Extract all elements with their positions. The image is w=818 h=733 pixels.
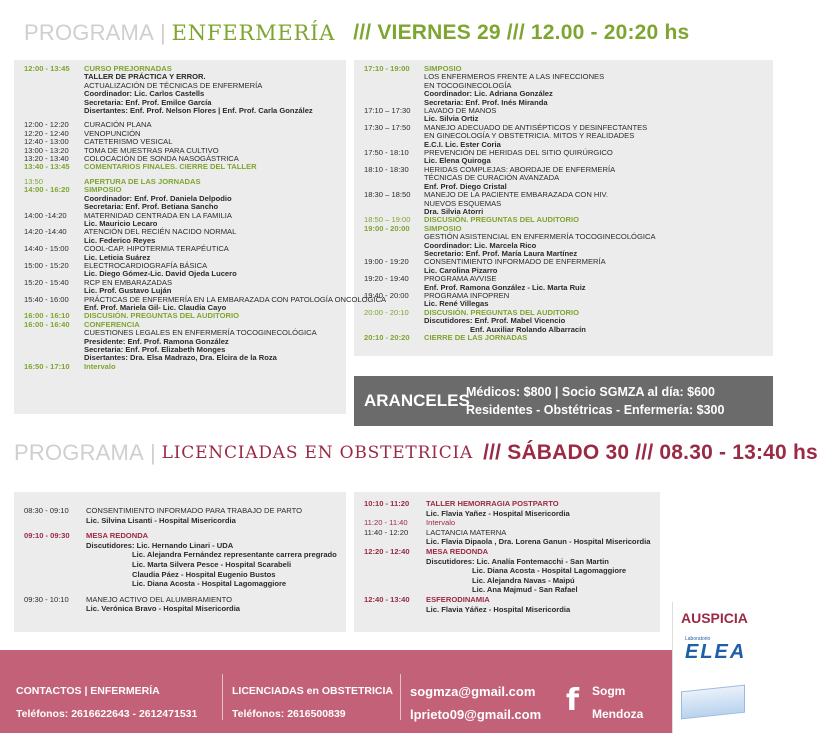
row-content: TÉCNICAS DE CURACIÓN AVANZADA bbox=[424, 173, 560, 183]
row-time: 13:00 - 13:20 bbox=[24, 145, 69, 155]
row-content: Lic. Marta Silvera Pesce - Hospital Scarabeli bbox=[132, 559, 292, 569]
row-time: 19:20 - 19:40 bbox=[364, 274, 409, 284]
row-time bbox=[24, 346, 84, 354]
row-content: Lic. René Villegas bbox=[424, 299, 489, 309]
lic-phone: Teléfonos: 2616500839 bbox=[232, 708, 346, 720]
row-time bbox=[364, 73, 424, 81]
sponsor-name: ELEA bbox=[685, 641, 747, 663]
email-2[interactable]: lprieto09@gmail.com bbox=[410, 707, 542, 722]
row-content: LACTANCIA MATERNA bbox=[426, 527, 507, 537]
contact-block bbox=[16, 680, 197, 726]
row-time bbox=[364, 557, 426, 567]
row-time bbox=[24, 90, 84, 98]
row-time bbox=[24, 73, 84, 81]
row-content: MANEJO DE LA PACIENTE EMBARAZADA CON HIV. bbox=[424, 190, 608, 200]
schedule-row bbox=[364, 595, 658, 605]
row-time: 19:40 - 20:00 bbox=[364, 290, 409, 300]
lic-block bbox=[232, 680, 393, 726]
row-content: MESA REDONDA bbox=[426, 546, 489, 556]
row-content: Lic. Alejandra Navas - Maipú bbox=[472, 575, 575, 585]
row-content: CIERRE DE LAS JORNADAS bbox=[424, 333, 528, 342]
schedule-row bbox=[24, 163, 342, 171]
header-obstetricia bbox=[0, 430, 818, 476]
obstetricia-left bbox=[24, 506, 342, 614]
row-time bbox=[24, 604, 86, 614]
schedule-row bbox=[364, 334, 768, 342]
sponsor-lab-label: Laboratorio bbox=[685, 636, 711, 642]
row-content: Lic. Leticia Suárez bbox=[84, 252, 151, 262]
row-time: 12:20 - 12:40 bbox=[24, 128, 69, 138]
row-content: Lic. Federico Reyes bbox=[84, 235, 156, 245]
row-time bbox=[364, 82, 424, 90]
row-time: 14:20 -14:40 bbox=[24, 227, 67, 237]
row-content: Lic. Verónica Bravo - Hospital Misericordia bbox=[86, 604, 241, 614]
row-content: CATETERISMO VESICAL bbox=[84, 137, 173, 147]
row-content: Lic. Ana Majmud - San Rafael bbox=[472, 585, 578, 595]
row-time bbox=[364, 132, 424, 140]
row-time: 14:40 - 15:00 bbox=[24, 244, 69, 254]
row-time: 15:00 - 15:20 bbox=[24, 260, 69, 270]
row-time: 12:40 - 13:00 bbox=[24, 137, 69, 147]
row-time: 11:20 - 11:40 bbox=[364, 518, 408, 528]
row-content: ACTUALIZACIÓN DE TÉCNICAS DE ENFERMERÍA bbox=[84, 80, 263, 90]
row-content: Lic. Prof. Gustavo Luján bbox=[84, 286, 172, 296]
schedule-row bbox=[24, 178, 342, 186]
row-content: DISCUSIÓN. PREGUNTAS DEL AUDITORIO bbox=[424, 307, 579, 317]
header-separator-2: | bbox=[149, 440, 156, 465]
schedule-row bbox=[24, 506, 342, 516]
row-content: CONSENTIMIENTO INFORMADO PARA TRABAJO DE PARTO bbox=[86, 506, 303, 515]
aranceles-label: ARANCELES bbox=[364, 391, 470, 410]
row-content: Secretario: Enf. Prof. María Laura Martínez bbox=[424, 248, 578, 258]
row-content: Lic. Carolina Pizarro bbox=[424, 265, 498, 275]
aranceles-box bbox=[354, 376, 773, 426]
sponsor-logo bbox=[685, 636, 746, 662]
row-time: 18:50 – 19:00 bbox=[364, 215, 411, 225]
row-content: NUEVOS ESQUEMAS bbox=[424, 198, 502, 208]
row-content: TALLER HEMORRAGIA POSTPARTO bbox=[426, 499, 559, 508]
row-content: CONSENTIMIENTO INFORMADO DE ENFERMERÍA bbox=[424, 257, 606, 267]
row-content: APERTURA DE LAS JORNADAS bbox=[84, 176, 201, 186]
footer-divider bbox=[222, 674, 223, 720]
row-content: EN GINECOLOGÍA Y OBSTETRICIA. MITOS Y REALIDADES bbox=[424, 131, 635, 141]
row-content: Enf. Auxiliar Rolando Albarracín bbox=[470, 324, 586, 334]
area-title-2: LICENCIADAS EN OBSTETRICIA bbox=[161, 443, 474, 463]
row-content: Lic. Silvina Lisanti - Hospital Misericordia bbox=[86, 515, 236, 525]
row-time: 17:10 – 17:30 bbox=[364, 106, 411, 116]
row-content: Secretaria: Enf. Prof. Emilce García bbox=[84, 97, 212, 107]
row-content: Dra. Silvia Atorri bbox=[424, 206, 484, 216]
facebook-icon[interactable]: f bbox=[566, 683, 580, 718]
schedule-row bbox=[364, 605, 658, 615]
obstetricia-right bbox=[364, 499, 658, 614]
schedule-row bbox=[24, 312, 342, 320]
row-content: Lic. Elena Quiroga bbox=[424, 156, 491, 166]
row-time bbox=[364, 233, 424, 241]
row-time: 18:10 - 18:30 bbox=[364, 164, 409, 174]
row-time: 17:50 - 18:10 bbox=[364, 148, 409, 158]
schedule-row bbox=[364, 585, 658, 595]
row-content: DISCUSIÓN. PREGUNTAS DEL AUDITORIO bbox=[424, 215, 579, 225]
contact-phone: Teléfonos: 2616622643 - 2612471531 bbox=[16, 708, 198, 720]
row-content: Discutidores: Lic. Analía Fontemacchi - San Martin bbox=[426, 556, 609, 566]
row-time: 13:50 bbox=[24, 176, 44, 186]
facebook-block bbox=[592, 680, 643, 726]
row-content: EN TOCOGINECOLOGÍA bbox=[424, 80, 512, 90]
row-content: PROGRAMA INFOPREN bbox=[424, 290, 510, 300]
row-time: 20:00 - 20:10 bbox=[364, 307, 409, 317]
row-content: GESTIÓN ASISTENCIAL EN ENFERMERÍA TOCOGINECOLÓGICA bbox=[424, 232, 656, 242]
auspicia-box bbox=[672, 602, 773, 733]
row-content: E.C.I. Lic. Ester Coria bbox=[424, 139, 501, 149]
schedule-row bbox=[24, 212, 342, 220]
row-content: Lic. Flavia Yañez - Hospital Misericordia bbox=[426, 508, 570, 518]
row-time bbox=[24, 541, 86, 551]
schedule-row bbox=[24, 579, 342, 589]
row-content: Intervalo bbox=[84, 361, 116, 371]
row-time bbox=[364, 605, 426, 615]
email-1[interactable]: sogmza@gmail.com bbox=[410, 684, 536, 699]
schedule-row bbox=[24, 245, 342, 253]
row-time bbox=[24, 579, 86, 589]
schedule-row bbox=[24, 354, 342, 362]
row-time bbox=[24, 550, 86, 560]
row-content: Presidente: Enf. Prof. Ramona González bbox=[84, 336, 229, 346]
row-time: 13:40 - 13:45 bbox=[24, 162, 70, 172]
row-content: CURSO PREJORNADAS bbox=[84, 64, 172, 73]
row-time: 11:40 - 12:20 bbox=[364, 527, 409, 537]
row-content: MANEJO ADECUADO DE ANTISÉPTICOS Y DESINFECTANTES bbox=[424, 122, 648, 132]
row-time: 19:00 - 19:20 bbox=[364, 257, 409, 267]
row-time: 12:00 - 12:20 bbox=[24, 120, 69, 130]
row-time bbox=[24, 107, 84, 115]
row-time bbox=[364, 90, 424, 98]
row-time: 15:40 - 16:00 bbox=[24, 294, 69, 304]
row-content: RCP EN EMBARAZADAS bbox=[84, 277, 173, 287]
contact-title: CONTACTOS | ENFERMERÍA bbox=[16, 685, 160, 697]
header-separator: | bbox=[159, 20, 166, 45]
row-time: 12:40 - 13:40 bbox=[364, 594, 410, 604]
row-content: VENOPUNCIÓN bbox=[84, 128, 141, 138]
lic-title: LICENCIADAS en OBSTETRICIA bbox=[232, 685, 394, 697]
row-content: COLOCACIÓN DE SONDA NASOGÁSTRICA bbox=[84, 154, 239, 164]
footer-divider bbox=[400, 674, 401, 720]
row-content: Coordinador: Enf. Prof. Daniela Delpodio bbox=[84, 193, 232, 203]
header-enfermeria bbox=[0, 10, 773, 56]
row-content: Claudia Páez - Hospital Eugenio Bustos bbox=[132, 569, 276, 579]
row-content: Discutidores: Enf. Prof. Mabel Vicencio bbox=[424, 316, 566, 326]
product-box-image bbox=[681, 685, 745, 720]
row-time: 13:20 - 13:40 bbox=[24, 154, 69, 164]
schedule-row bbox=[24, 130, 342, 138]
row-content: PROGRAMA AVVISE bbox=[424, 274, 497, 284]
row-time bbox=[364, 242, 424, 250]
row-content: Lic. Flavia Yáñez - Hospital Misericordia bbox=[426, 604, 571, 614]
row-time bbox=[364, 566, 426, 576]
row-time bbox=[364, 585, 426, 595]
row-time bbox=[364, 174, 424, 182]
schedule-row bbox=[24, 516, 342, 526]
row-time bbox=[24, 560, 86, 570]
row-content: CUESTIONES LEGALES EN ENFERMERÍA TOCOGINECOLÓGICA bbox=[84, 328, 317, 338]
row-content: Lic. Alejandra Fernández representante carrera pregrado bbox=[132, 550, 337, 560]
schedule-row bbox=[24, 279, 342, 287]
day-time-2: /// SÁBADO 30 /// 08.30 - 13:40 hs bbox=[483, 441, 818, 464]
row-content: Discutidores: Lic. Hernando Linari - UDA bbox=[86, 540, 234, 550]
area-title: ENFERMERÍA bbox=[171, 21, 336, 45]
schedule-row bbox=[24, 604, 342, 614]
schedule-row bbox=[24, 107, 342, 115]
schedule-row bbox=[24, 560, 342, 570]
schedule-row bbox=[364, 557, 658, 567]
row-time: 15:20 - 15:40 bbox=[24, 277, 69, 287]
row-time bbox=[24, 82, 84, 90]
schedule-row bbox=[24, 228, 342, 236]
row-content: Lic. Diego Gómez-Lic. David Ojeda Lucero bbox=[84, 269, 237, 279]
row-content: CONFERENCIA bbox=[84, 319, 140, 329]
day-time: /// VIERNES 29 /// 12.00 - 20:20 hs bbox=[353, 21, 690, 44]
row-content: PRÁCTICAS DE ENFERMERÍA EN LA EMBARAZADA CON PATOLOGÍA ONCOLÓGICA bbox=[84, 294, 387, 304]
schedule-row bbox=[364, 537, 658, 547]
schedule-row bbox=[24, 531, 342, 541]
row-content: PREVENCIÓN DE HERIDAS DEL SITIO QUIRÚRGICO bbox=[424, 148, 613, 158]
row-content: Enf. Prof. Diego Cristal bbox=[424, 181, 507, 191]
aranceles-line-1: Médicos: $800 | Socio SGMZA al día: $600 bbox=[466, 385, 715, 399]
row-content: COMENTARIOS FINALES. CIERRE DEL TALLER bbox=[84, 162, 257, 172]
row-content: LAVADO DE MANOS bbox=[424, 106, 497, 116]
schedule-row bbox=[24, 541, 342, 551]
programa-label: PROGRAMA bbox=[24, 20, 154, 45]
facebook-name-1[interactable]: Sogm bbox=[592, 684, 626, 698]
row-content: COOL-CAP. HIPOTERMIA TERAPÉUTICA bbox=[84, 244, 229, 254]
row-content: Disertantes: Dra. Elsa Madrazo, Dra. Elcira de la Roza bbox=[84, 353, 277, 363]
schedule-row bbox=[364, 518, 658, 528]
row-time: 08:30 - 09:10 bbox=[24, 506, 69, 515]
row-content: Coordinador: Lic. Marcela Rico bbox=[424, 240, 537, 250]
schedule-row bbox=[364, 499, 658, 509]
row-time bbox=[24, 99, 84, 107]
row-content: Lic. Diana Acosta - Hospital Lagomaggiore bbox=[132, 579, 287, 589]
row-content: Disertantes: Enf. Prof. Nelson Flores | Enf. Prof. Carla González bbox=[84, 106, 313, 116]
row-content: Enf. Prof. Ramona González - Lic. Marta Ruiz bbox=[424, 282, 586, 292]
schedule-row bbox=[24, 570, 342, 580]
schedule-row bbox=[364, 547, 658, 557]
row-content: SIMPOSIO bbox=[84, 185, 122, 195]
row-time: 12:00 - 13:45 bbox=[24, 64, 70, 73]
row-content: ATENCIÓN DEL RECIÉN NACIDO NORMAL bbox=[84, 227, 237, 237]
row-time bbox=[24, 516, 86, 526]
schedule-row bbox=[364, 509, 658, 519]
row-content: DISCUSIÓN. PREGUNTAS DEL AUDITORIO bbox=[84, 311, 239, 321]
row-content: Intervalo bbox=[426, 518, 456, 528]
row-time: 17:10 - 19:00 bbox=[364, 64, 410, 73]
row-content: Enf. Prof. Mariela Gil- Lic. Claudia Cayo bbox=[84, 302, 227, 312]
schedule-row bbox=[24, 270, 342, 278]
auspicia-label: AUSPICIA bbox=[681, 610, 748, 626]
row-content: CURACIÓN PLANA bbox=[84, 120, 152, 130]
row-content: MATERNIDAD CENTRADA EN LA FAMILIA bbox=[84, 210, 232, 220]
email-block bbox=[410, 680, 541, 726]
row-content: ESFERODINAMIA bbox=[426, 594, 490, 604]
facebook-name-2[interactable]: Mendoza bbox=[592, 707, 644, 721]
footer bbox=[0, 650, 773, 733]
row-time: 17:30 – 17:50 bbox=[364, 122, 411, 132]
schedule-row bbox=[364, 576, 658, 586]
row-content: Lic. Silvia Ortiz bbox=[424, 114, 479, 124]
schedule-row bbox=[364, 566, 658, 576]
row-time bbox=[24, 195, 84, 203]
row-content: Coordinador: Lic. Adriana González bbox=[424, 89, 553, 99]
programa-label-2: PROGRAMA bbox=[14, 440, 144, 465]
row-time bbox=[364, 537, 426, 547]
row-content: Lic. Mauricio Lecaro bbox=[84, 218, 158, 228]
row-time: 16:00 - 16:40 bbox=[24, 319, 70, 329]
row-time: 16:50 - 17:10 bbox=[24, 361, 70, 371]
row-content: TALLER DE PRÁCTICA Y ERROR. bbox=[84, 72, 206, 82]
row-time: 12:20 - 12:40 bbox=[364, 546, 410, 556]
row-content: Lic. Flavia Dipaola , Dra. Lorena Ganun - Hospital Misericordia bbox=[426, 537, 651, 547]
schedule-row bbox=[24, 121, 342, 129]
row-time bbox=[24, 329, 84, 337]
aranceles-line-2: Residentes - Obstétricas - Enfermería: $300 bbox=[466, 403, 725, 417]
row-content: ELECTROCARDIOGRAFÍA BÁSICA bbox=[84, 260, 208, 270]
row-content: Coordinador: Lic. Carlos Castells bbox=[84, 89, 205, 99]
schedule-row bbox=[24, 595, 342, 605]
row-time: 09:10 - 09:30 bbox=[24, 531, 70, 541]
row-time: 10:10 - 11:20 bbox=[364, 499, 410, 508]
row-content: MESA REDONDA bbox=[86, 531, 149, 541]
row-time: 19:00 - 20:00 bbox=[364, 223, 410, 233]
row-content: HERIDAS COMPLEJAS: ABORDAJE DE ENFERMERÍA bbox=[424, 164, 616, 174]
schedule-row bbox=[24, 550, 342, 560]
row-time: 14:00 - 16:20 bbox=[24, 185, 70, 195]
row-time: 09:30 - 10:10 bbox=[24, 594, 69, 604]
row-time: 20:10 - 20:20 bbox=[364, 333, 410, 342]
row-time: 16:00 - 16:10 bbox=[24, 311, 70, 321]
row-time: 14:00 -14:20 bbox=[24, 210, 67, 220]
row-time bbox=[364, 317, 424, 325]
row-time bbox=[364, 509, 426, 519]
row-content: LOS ENFERMEROS FRENTE A LAS INFECCIONES bbox=[424, 72, 605, 82]
schedule-right bbox=[364, 65, 768, 342]
schedule-row bbox=[364, 528, 658, 538]
row-content: SIMPOSIO bbox=[424, 64, 462, 73]
row-time: 18:30 – 18:50 bbox=[364, 190, 411, 200]
row-content: TOMA DE MUESTRAS PARA CULTIVO bbox=[84, 145, 219, 155]
row-time bbox=[364, 200, 424, 208]
row-content: SIMPOSIO bbox=[424, 223, 462, 233]
row-time bbox=[24, 570, 86, 580]
row-content: Secretaria: Enf. Prof. Betiana Sancho bbox=[84, 202, 219, 212]
row-time bbox=[364, 576, 426, 586]
row-content: Secretaria: Enf. Prof. Elizabeth Monges bbox=[84, 345, 226, 354]
row-content: Lic. Diana Acosta - Hospital Lagomaggiore bbox=[472, 566, 627, 576]
row-content: Secretaria: Enf. Prof. Inés Miranda bbox=[424, 97, 548, 107]
row-content: MANEJO ACTIVO DEL ALUMBRAMIENTO bbox=[86, 594, 232, 604]
row-time bbox=[24, 338, 84, 346]
schedule-row bbox=[24, 363, 342, 371]
